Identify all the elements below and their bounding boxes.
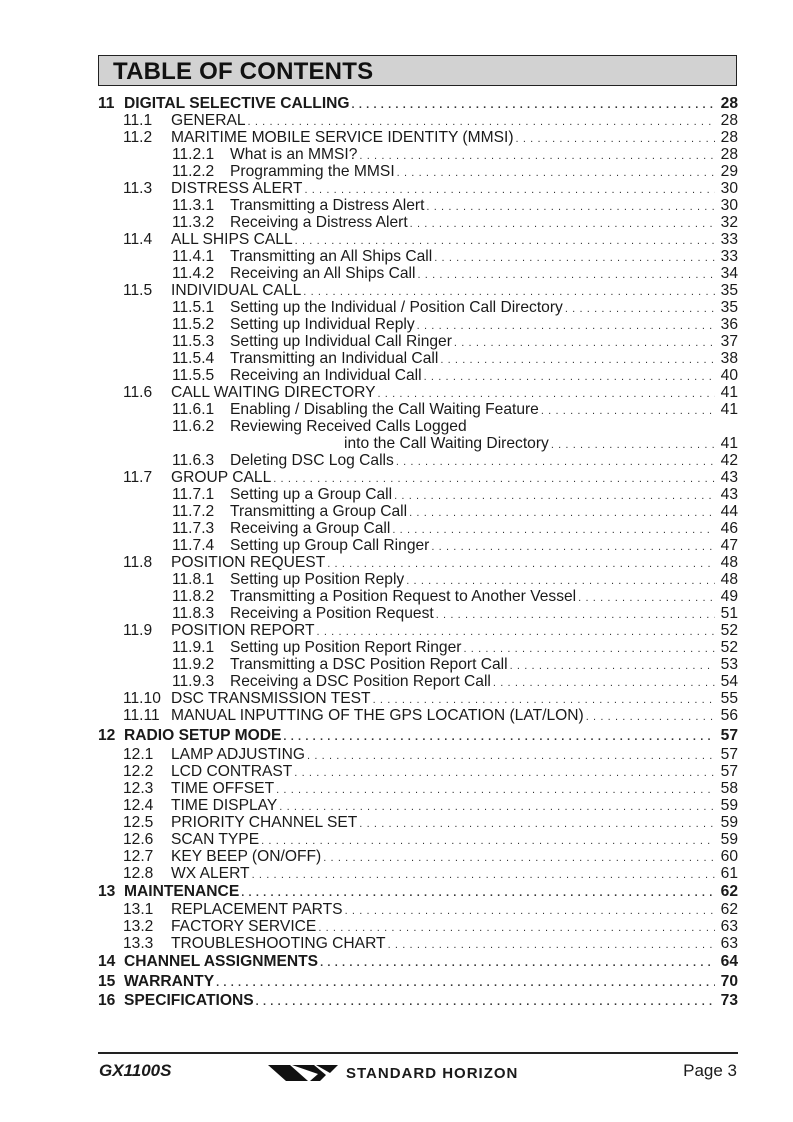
- toc-entry-title: GROUP CALL: [171, 469, 272, 486]
- toc-entry-title: LCD CONTRAST: [171, 762, 293, 780]
- toc-entry-page: 28: [720, 95, 738, 112]
- toc-entry-row[interactable]: [98, 588, 738, 605]
- toc-entry-row[interactable]: [98, 384, 738, 401]
- toc-entry-number: 13: [98, 882, 116, 900]
- toc-entry-row[interactable]: [98, 180, 738, 197]
- brand-logo: [268, 1062, 518, 1084]
- toc-entry-row[interactable]: [98, 197, 738, 214]
- toc-entry-title: KEY BEEP (ON/OFF): [171, 847, 322, 865]
- toc-entry-row[interactable]: [98, 571, 738, 588]
- dot-leader: [396, 454, 715, 471]
- toc-entry-row[interactable]: [98, 146, 738, 163]
- toc-entry-row[interactable]: [98, 299, 738, 316]
- toc-entry-row[interactable]: [98, 690, 738, 707]
- dot-leader: [418, 267, 716, 284]
- footer-divider: [98, 1052, 738, 1054]
- toc-entry-title: Transmitting a Distress Alert: [230, 197, 425, 214]
- toc-chapter-row[interactable]: [98, 726, 738, 746]
- toc-entry-page: 30: [720, 180, 738, 197]
- toc-entry-title: Transmitting a Position Request to Another Vessel: [230, 588, 577, 605]
- toc-entry-page: 57: [720, 745, 738, 763]
- toc-entry-row[interactable]: [98, 418, 738, 435]
- dot-leader: [454, 335, 715, 352]
- toc-entry-page: 52: [720, 639, 738, 656]
- toc-entry-number: 11.6.1: [172, 401, 215, 418]
- toc-entry-page: 61: [720, 864, 738, 882]
- toc-entry-row[interactable]: [98, 350, 738, 367]
- toc-entry-title: REPLACEMENT PARTS: [171, 901, 343, 918]
- toc-entry-row[interactable]: [98, 248, 738, 265]
- toc-entry-page: 33: [720, 231, 738, 248]
- toc-entry-number: 11.5: [123, 282, 153, 299]
- dot-leader: [216, 974, 715, 994]
- toc-entry-page: 60: [720, 847, 738, 865]
- toc-entry-number: 11.9.1: [172, 639, 215, 656]
- toc-entry-row[interactable]: [98, 639, 738, 656]
- toc-entry-title: Setting up Individual Reply: [230, 316, 415, 333]
- toc-entry-number: 11: [98, 95, 115, 112]
- standard-horizon-logo-icon: [268, 1062, 340, 1084]
- toc-entry-number: 11.8.1: [172, 571, 215, 588]
- toc-entry-title: POSITION REPORT: [171, 622, 315, 639]
- toc-entry-title: Deleting DSC Log Calls: [230, 452, 394, 469]
- toc-entry-title: WX ALERT: [171, 864, 250, 882]
- dot-leader: [551, 437, 715, 454]
- toc-entry-number: 11.4: [123, 231, 153, 248]
- toc-entry-page: 44: [720, 503, 738, 520]
- toc-entry-number: 16: [98, 992, 116, 1009]
- dot-leader: [516, 131, 715, 148]
- toc-entry-title: DIGITAL SELECTIVE CALLING: [124, 95, 350, 112]
- toc-entry-number: 11.9: [123, 622, 153, 639]
- dot-leader: [424, 369, 715, 386]
- toc-entry-number: 13.2: [123, 918, 154, 935]
- toc-entry-number: 12.7: [123, 847, 154, 865]
- dot-leader: [388, 937, 715, 954]
- toc-entry-page: 43: [720, 486, 738, 503]
- dot-leader: [586, 709, 715, 726]
- toc-entry-number: 11.6: [123, 384, 153, 401]
- toc-entry-number: 11.3.1: [172, 197, 215, 214]
- toc-entry-page: 56: [720, 707, 738, 724]
- toc-entry-title: Transmitting an All Ships Call: [230, 248, 433, 265]
- toc-entry-row[interactable]: [98, 554, 738, 571]
- dot-leader: [510, 658, 715, 675]
- toc-entry-title: Setting up Group Call Ringer: [230, 537, 430, 554]
- toc-entry-number: 11.5.5: [172, 367, 215, 384]
- toc-entry-row[interactable]: [98, 673, 738, 690]
- toc-title-box: [98, 55, 737, 86]
- toc-entry-page: 28: [720, 146, 738, 163]
- toc-entry-number: 11.7.4: [172, 537, 215, 554]
- toc-entry-title: into the Call Waiting Directory: [344, 435, 549, 452]
- toc-entry-row[interactable]: [98, 469, 738, 486]
- toc-entry-number: 11.6.3: [172, 452, 215, 469]
- toc-entry-title: SCAN TYPE: [171, 830, 260, 848]
- toc-entry-number: 11.8.2: [172, 588, 215, 605]
- dot-leader: [541, 403, 715, 420]
- toc-entry-title: DISTRESS ALERT: [171, 180, 303, 197]
- toc-entry-title: Receiving an Individual Call: [230, 367, 422, 384]
- toc-entry-title: POSITION REQUEST: [171, 554, 326, 571]
- dot-leader: [252, 867, 715, 884]
- toc-entry-number: 12.4: [123, 796, 154, 814]
- toc-entry-page: 63: [720, 918, 738, 935]
- toc-entry-row[interactable]: [98, 401, 738, 418]
- toc-entry-row[interactable]: [98, 918, 738, 935]
- dot-leader: [294, 765, 715, 782]
- toc-entry-title: Reviewing Received Calls Logged: [230, 418, 467, 435]
- toc-entry-row[interactable]: [98, 656, 738, 673]
- toc-entry-number: 11.9.3: [172, 673, 215, 690]
- toc-entry-title: TIME DISPLAY: [171, 796, 278, 814]
- toc-entry-title: Receiving an All Ships Call: [230, 265, 416, 282]
- toc-entry-page: 62: [720, 882, 738, 900]
- toc-entry-number: 11.9.2: [172, 656, 215, 673]
- toc-entry-page: 29: [720, 163, 738, 180]
- toc-entry-page: 52: [720, 622, 738, 639]
- dot-leader: [436, 607, 715, 624]
- toc-entry-title: Transmitting a Group Call: [230, 503, 408, 520]
- toc-entry-title: RADIO SETUP MODE: [124, 727, 282, 744]
- toc-entry-number: 11.7.2: [172, 503, 215, 520]
- dot-leader: [256, 993, 715, 1013]
- toc-entry-row[interactable]: [98, 333, 738, 350]
- toc-entry-number: 11.3.2: [172, 214, 215, 231]
- toc-entry-title: Transmitting an Individual Call: [230, 350, 439, 367]
- toc-entry-page: 53: [720, 656, 738, 673]
- toc-entry-row[interactable]: [98, 435, 738, 452]
- toc-entry-title: MAINTENANCE: [124, 882, 240, 900]
- toc-entry-page: 57: [720, 727, 738, 744]
- toc-entry-number: 11.4.1: [172, 248, 215, 265]
- toc-entry-number: 14: [98, 953, 116, 970]
- dot-leader: [440, 352, 715, 369]
- toc-entry-page: 37: [720, 333, 738, 350]
- toc-entry-title: GENERAL: [171, 112, 246, 129]
- toc-chapter-row[interactable]: [98, 95, 738, 112]
- toc-entry-number: 11.7: [123, 469, 153, 486]
- dot-leader: [434, 250, 715, 267]
- toc-entry-number: 11.7.1: [172, 486, 215, 503]
- toc-entry-title: CHANNEL ASSIGNMENTS: [124, 953, 319, 970]
- toc-entry-title: CALL WAITING DIRECTORY: [171, 384, 376, 401]
- toc-entry-page: 49: [720, 588, 738, 605]
- toc-entry-page: 73: [720, 992, 738, 1009]
- toc-entry-title: SPECIFICATIONS: [124, 992, 254, 1009]
- dot-leader: [261, 833, 715, 850]
- toc-entry-row[interactable]: [98, 163, 738, 180]
- dot-leader: [397, 165, 715, 182]
- toc-entry-number: 11.6.2: [172, 418, 215, 435]
- toc-entry-number: 11.1: [123, 112, 153, 129]
- toc-entry-page: 48: [720, 554, 738, 571]
- toc-entry-number: 11.5.3: [172, 333, 215, 350]
- toc-entry-row[interactable]: [98, 282, 738, 299]
- page-title: TABLE OF CONTENTS: [113, 58, 374, 85]
- toc-entry-page: 54: [720, 673, 738, 690]
- toc-entry-number: 11.8.3: [172, 605, 215, 622]
- toc-entry-number: 12: [98, 727, 116, 744]
- toc-entry-page: 28: [720, 112, 738, 129]
- toc-entry-row[interactable]: [98, 367, 738, 384]
- toc-chapter-row[interactable]: [98, 882, 738, 902]
- toc-entry-title: ALL SHIPS CALL: [171, 231, 293, 248]
- toc-entry-number: 11.4.2: [172, 265, 215, 282]
- toc-entry-page: 35: [720, 299, 738, 316]
- toc-entry-number: 12.5: [123, 813, 154, 831]
- toc-entry-number: 11.5.1: [172, 299, 215, 316]
- toc-entry-number: 11.5.4: [172, 350, 215, 367]
- dot-leader: [276, 782, 715, 799]
- toc-entry-title: DSC TRANSMISSION TEST: [171, 690, 371, 707]
- toc-entry-page: 63: [720, 935, 738, 952]
- toc-entry-page: 55: [720, 690, 738, 707]
- dot-leader: [359, 148, 715, 165]
- toc-entry-title: TROUBLESHOOTING CHART: [171, 935, 386, 952]
- toc-entry-page: 41: [720, 384, 738, 401]
- toc-entry-row[interactable]: [98, 763, 738, 780]
- toc-entry-row[interactable]: [98, 605, 738, 622]
- toc-entry-page: 70: [720, 972, 738, 990]
- toc-entry-row[interactable]: [98, 746, 738, 763]
- page-number: Page 3: [683, 1061, 737, 1080]
- toc-entry-page: 33: [720, 248, 738, 265]
- toc-entry-page: 35: [720, 282, 738, 299]
- toc-entry-title: MANUAL INPUTTING OF THE GPS LOCATION (LAT/LON): [171, 707, 584, 724]
- toc-entry-number: 11.3: [123, 180, 153, 197]
- toc-entry-number: 13.1: [123, 901, 154, 918]
- model-name: GX1100S: [99, 1061, 172, 1080]
- toc-entry-row[interactable]: [98, 231, 738, 248]
- toc-entry-row[interactable]: [98, 316, 738, 333]
- toc-entry-title: What is an MMSI?: [230, 146, 358, 163]
- toc-entry-row[interactable]: [98, 112, 738, 129]
- toc-entry-page: 59: [720, 796, 738, 814]
- toc-entry-row[interactable]: [98, 865, 738, 882]
- dot-leader: [345, 903, 715, 920]
- toc-entry-page: 41: [720, 435, 738, 452]
- toc-entry-row[interactable]: [98, 520, 738, 537]
- toc-entry-row[interactable]: [98, 129, 738, 146]
- toc-entry-row[interactable]: [98, 780, 738, 797]
- toc-entry-number: 12.8: [123, 864, 154, 882]
- dot-leader: [431, 539, 715, 556]
- toc-entry-page: 30: [720, 197, 738, 214]
- toc-entry-title: WARRANTY: [124, 972, 215, 990]
- toc-entry-row[interactable]: [98, 848, 738, 865]
- toc-entry-title: TIME OFFSET: [171, 779, 275, 797]
- toc-entry-number: 11.11: [123, 707, 160, 724]
- dot-leader: [565, 301, 715, 318]
- toc-entry-title: Setting up the Individual / Position Call Directory: [230, 299, 563, 316]
- toc-entry-page: 51: [720, 605, 738, 622]
- toc-entry-title: Receiving a Position Request: [230, 605, 434, 622]
- toc-entry-title: INDIVIDUAL CALL: [171, 282, 302, 299]
- toc-entry-number: 11.2.1: [172, 146, 215, 163]
- toc-entry-page: 43: [720, 469, 738, 486]
- toc-entry-number: 11.2: [123, 129, 153, 146]
- toc-entry-row[interactable]: [98, 622, 738, 639]
- toc-entry-row[interactable]: [98, 831, 738, 848]
- brand-name: STANDARD HORIZON: [346, 1064, 519, 1082]
- toc-entry-row[interactable]: [98, 452, 738, 469]
- toc-entry-number: 15: [98, 972, 116, 990]
- toc-entry-title: Enabling / Disabling the Call Waiting Feature: [230, 401, 539, 418]
- dot-leader: [410, 216, 715, 233]
- toc-entry-page: 48: [720, 571, 738, 588]
- toc-entry-title: Setting up Individual Call Ringer: [230, 333, 452, 350]
- toc-entry-page: 59: [720, 813, 738, 831]
- dot-leader: [417, 318, 715, 335]
- dot-leader: [493, 675, 715, 692]
- toc-entry-number: 12.6: [123, 830, 154, 848]
- dot-leader: [352, 97, 715, 114]
- toc-entry-title: Setting up Position Reply: [230, 571, 405, 588]
- toc-entry-number: 13.3: [123, 935, 154, 952]
- toc-entry-row[interactable]: [98, 901, 738, 918]
- toc-entry-page: 47: [720, 537, 738, 554]
- toc-entry-row[interactable]: [98, 935, 738, 952]
- dot-leader: [307, 748, 715, 765]
- toc-entry-page: 40: [720, 367, 738, 384]
- toc-entry-title: PRIORITY CHANNEL SET: [171, 813, 358, 831]
- toc-entry-page: 58: [720, 779, 738, 797]
- toc-entry-page: 36: [720, 316, 738, 333]
- toc-entry-number: 11.7.3: [172, 520, 215, 537]
- toc-entry-row[interactable]: [98, 537, 738, 554]
- dot-leader: [392, 522, 715, 539]
- toc-entry-page: 46: [720, 520, 738, 537]
- toc-entry-title: Receiving a Distress Alert: [230, 214, 408, 231]
- toc-chapter-row[interactable]: [98, 972, 738, 992]
- dot-leader: [283, 728, 715, 748]
- toc-entry-title: LAMP ADJUSTING: [171, 745, 306, 763]
- toc-entry-title: Receiving a DSC Position Report Call: [230, 673, 491, 690]
- toc-chapter-row[interactable]: [98, 991, 738, 1011]
- toc-entry-row[interactable]: [98, 797, 738, 814]
- toc-chapter-row[interactable]: [98, 952, 738, 972]
- toc-entry-number: 12.1: [123, 745, 154, 763]
- dot-leader: [323, 850, 715, 867]
- toc-entry-row[interactable]: [98, 214, 738, 231]
- toc-entry-row[interactable]: [98, 814, 738, 831]
- toc-entry-title: FACTORY SERVICE: [171, 918, 317, 935]
- toc-entry-number: 12.2: [123, 762, 154, 780]
- toc-entry-page: 64: [720, 953, 738, 970]
- toc-entry-title: Receiving a Group Call: [230, 520, 391, 537]
- toc-entry-number: 11.8: [123, 554, 153, 571]
- toc-entry-title: Programming the MMSI: [230, 163, 395, 180]
- toc-entry-number: 12.3: [123, 779, 154, 797]
- toc-entry-title: Setting up a Group Call: [230, 486, 393, 503]
- dot-leader: [320, 954, 715, 974]
- dot-leader: [394, 488, 715, 505]
- toc-entry-row[interactable]: [98, 707, 738, 724]
- toc-entry-row[interactable]: [98, 503, 738, 520]
- toc-entry-title: Setting up Position Report Ringer: [230, 639, 462, 656]
- toc-entry-page: 34: [720, 265, 738, 282]
- toc-entry-number: 11.5.2: [172, 316, 215, 333]
- toc-entry-number: 11.10: [123, 690, 161, 707]
- toc-entry-page: 38: [720, 350, 738, 367]
- toc-entry-page: 42: [720, 452, 738, 469]
- toc-entry-page: 57: [720, 762, 738, 780]
- dot-leader: [426, 199, 715, 216]
- dot-leader: [578, 590, 715, 607]
- dot-leader: [409, 505, 715, 522]
- toc-entry-row[interactable]: [98, 486, 738, 503]
- toc-entry-page: 59: [720, 830, 738, 848]
- toc-entry-number: 11.2.2: [172, 163, 215, 180]
- toc-entry-page: 41: [720, 401, 738, 418]
- table-of-contents: [98, 95, 738, 1011]
- dot-leader: [359, 816, 715, 833]
- toc-entry-title: MARITIME MOBILE SERVICE IDENTITY (MMSI): [171, 129, 514, 146]
- toc-entry-page: 32: [720, 214, 738, 231]
- toc-entry-page: 28: [720, 129, 738, 146]
- toc-entry-title: Transmitting a DSC Position Report Call: [230, 656, 508, 673]
- toc-entry-row[interactable]: [98, 265, 738, 282]
- toc-entry-page: 62: [720, 901, 738, 918]
